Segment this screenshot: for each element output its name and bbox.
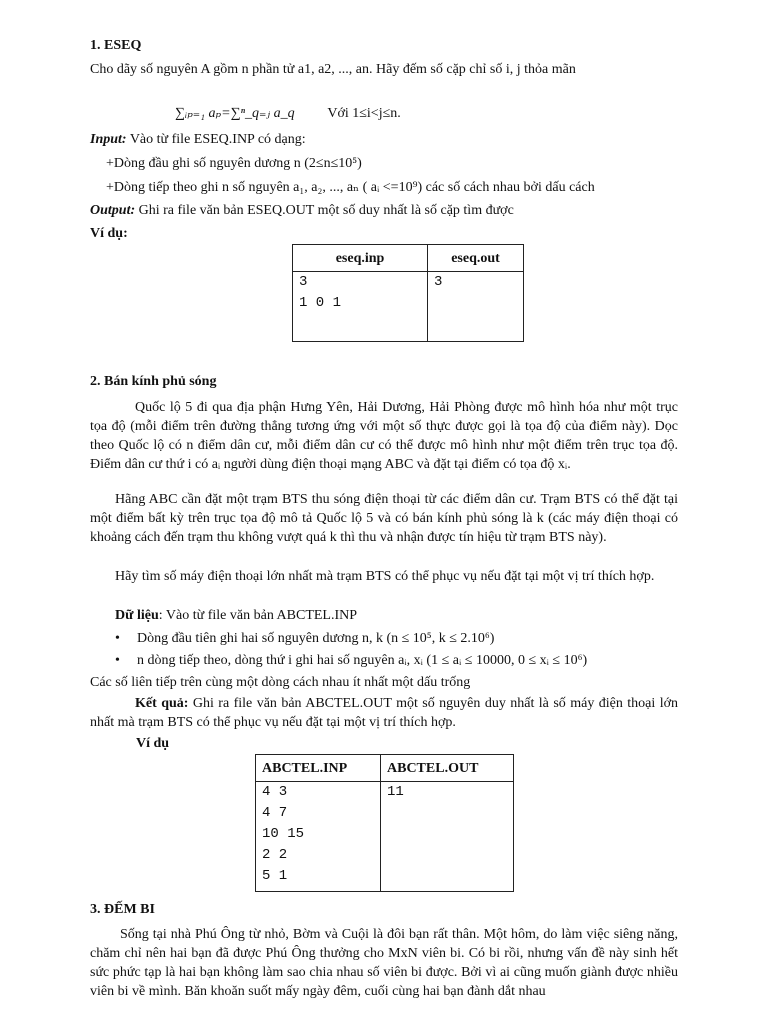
eseq-inp-cell <box>293 272 428 342</box>
inp-line: 4 3 <box>262 784 288 800</box>
example-label-1: Ví dụ: <box>90 226 128 241</box>
inp-line: 10 15 <box>262 826 305 842</box>
out-line: 11 <box>387 784 404 800</box>
output-label: Output: <box>90 203 136 218</box>
example-label-2: Ví dụ <box>136 736 170 751</box>
input-line <box>90 130 306 149</box>
eseq-out-header: eseq.out <box>428 245 524 272</box>
input-text: Vào từ file ESEQ.INP có dạng: <box>126 132 306 147</box>
bullet-item-1: Dòng đầu tiên ghi hai số nguyên dương n, k (n ≤ 10⁵, k ≤ 2.10⁶) <box>137 631 495 646</box>
section-2-paragraph-1: Quốc lộ 5 đi qua địa phận Hưng Yên, Hải Dương, Hải Phòng được mô hình hóa như một trục tọa độ (mỗi điểm trên đường thẳng tương ứng với một số thực được gọi là tọa độ của điểm này). Dọc theo Quốc lộ có n điểm dân cư, mỗi điểm dân cư có thể được mô hình như một điểm trên trục tọa độ. Điểm dân cư thứ i có aᵢ người dùng điện thoại mạng ABC và đặt tại điểm có tọa độ xᵢ. <box>90 400 678 472</box>
bullet-dot-2: • <box>115 653 120 668</box>
abctel-out-header: ABCTEL.OUT <box>381 755 514 782</box>
inp-line: 1 0 1 <box>299 295 342 311</box>
eseq-inp-header: eseq.inp <box>293 245 428 272</box>
data-text: : Vào từ file văn bản ABCTEL.INP <box>158 608 358 623</box>
out-line: 3 <box>434 274 443 290</box>
section-2-title: 2. Bán kính phủ sóng <box>90 374 217 389</box>
formula-expression: ∑ᵢₚ₌₁ aₚ=∑ⁿ_q₌ⱼ a_q <box>175 106 295 121</box>
input-rule-1: +Dòng đầu ghi số nguyên dương n (2≤n≤10⁵) <box>106 156 362 171</box>
section-2-paragraph-3: Hãy tìm số máy điện thoại lớn nhất mà trạm BTS có thể phục vụ nếu đặt tại một vị trí thích hợp. <box>115 569 655 584</box>
output-line <box>90 201 514 220</box>
bullet-dot-1: • <box>115 631 120 646</box>
input-label: Input: <box>90 132 127 147</box>
abctel-out-cell <box>381 782 514 892</box>
formula-condition: Với 1≤i<j≤n. <box>327 106 401 121</box>
section-1-title: 1. ESEQ <box>90 38 142 53</box>
section-2-paragraph-2: Hãng ABC cần đặt một trạm BTS thu sóng điện thoại từ các điểm dân cư. Trạm BTS có thể đặt tại một điểm bất kỳ trên trục tọa độ mô tả Quốc lộ 5 và có bán kính phủ sóng là k (các máy điện thoại có khoảng cách đến trạm thu không vượt quá k thì thu và nhận được tín hiệu từ trạm BTS này). <box>90 492 678 545</box>
input-rule-2: +Dòng tiếp theo ghi n số nguyên a₁, a₂, ..., aₙ ( aᵢ <=10⁹) các số cách nhau bởi dấu cách <box>106 180 595 195</box>
eseq-table <box>292 244 524 342</box>
section-1-formula <box>175 104 401 123</box>
result-text: Ghi ra file văn bản ABCTEL.OUT một số nguyên duy nhất là số máy điện thoại lớn nhất mà trạm BTS có thể phục vụ nếu đặt tại một vị trí thích hợp. <box>90 696 678 730</box>
bullet-item-2: n dòng tiếp theo, dòng thứ i ghi hai số nguyên aᵢ, xᵢ (1 ≤ aᵢ ≤ 10000, 0 ≤ xᵢ ≤ 10⁶) <box>137 653 588 668</box>
inp-line: 5 1 <box>262 868 288 884</box>
eseq-out-cell <box>428 272 524 342</box>
inp-line: 3 <box>299 274 308 290</box>
output-text: Ghi ra file văn bản ESEQ.OUT một số duy nhất là số cặp tìm được <box>135 203 514 218</box>
data-line <box>115 606 357 625</box>
inp-line: 4 7 <box>262 805 288 821</box>
separator-note: Các số liên tiếp trên cùng một dòng cách nhau ít nhất một dấu trống <box>90 675 471 690</box>
result-label: Kết quả: <box>135 696 189 711</box>
inp-line: 2 2 <box>262 847 288 863</box>
abctel-table <box>255 754 514 892</box>
abctel-inp-cell <box>256 782 381 892</box>
abctel-inp-header: ABCTEL.INP <box>256 755 381 782</box>
section-1-intro: Cho dãy số nguyên A gồm n phần tử a1, a2, ..., an. Hãy đếm số cặp chỉ số i, j thỏa mãn <box>90 62 576 77</box>
section-3-title: 3. ĐẾM BI <box>90 902 155 917</box>
result-paragraph <box>90 694 678 732</box>
data-label: Dữ liệu <box>115 608 159 623</box>
section-3-paragraph-1: Sống tại nhà Phú Ông từ nhỏ, Bờm và Cuội là đôi bạn rất thân. Một hôm, do làm việc siêng năng, chăm chỉ nên hai bạn đã được Phú Ông thưởng cho MxN viên bi. Có bi rồi, nhưng vấn đề này sinh hết sức phức tạp là hai bạn không làm sao chia nhau số viên bi được. Bởi vì ai cũng muốn giành được nhiều viên bi về mình. Băn khoăn suốt mấy ngày đêm, cuối cùng hai bạn đành dắt nhau <box>90 927 678 999</box>
